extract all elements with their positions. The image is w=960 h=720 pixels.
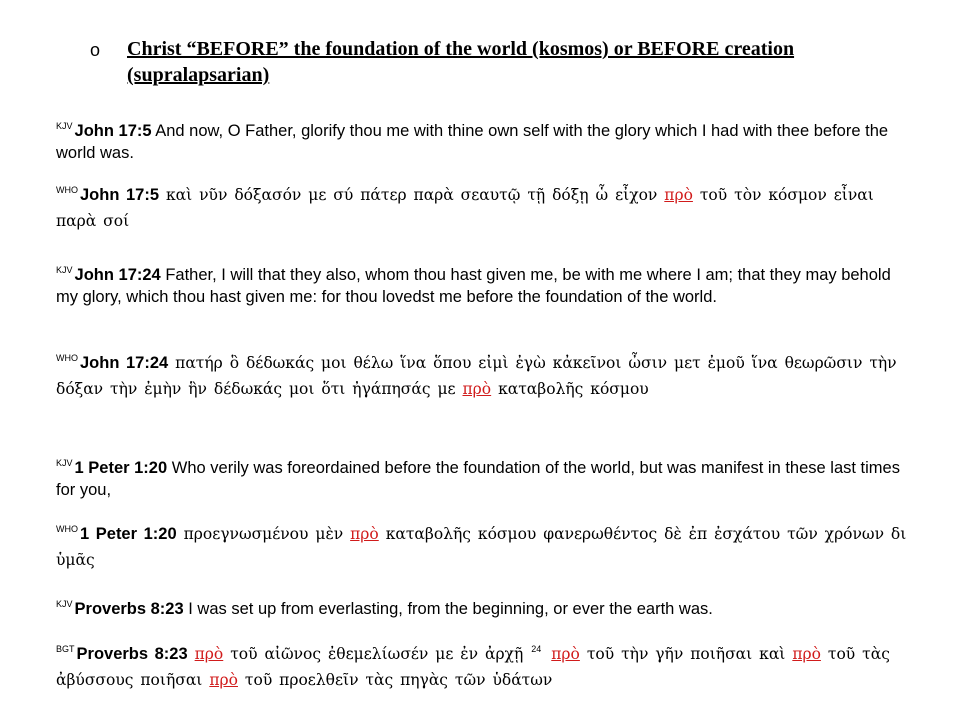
verse-who-john-17-5 <box>56 177 916 234</box>
greek-text: πατήρ ὃ δέδωκάς μοι θέλω ἵνα ὅπου εἰμὶ ἐγὼ κἀκεῖνοι ὦσιν μετ ἐμοῦ ἵνα θεωρῶσιν τὴν δόξαν τὴν ἐμὴν ἣν δέδωκάς μοι ὅτι ἠγάπησάς με <box>56 354 897 398</box>
verse-who-1-peter-1-20 <box>56 516 916 573</box>
greek-text: τοῦ προελθεῖν τὰς πηγὰς τῶν ὑδάτων <box>244 671 553 689</box>
highlighted-word: πρὸ <box>209 671 238 689</box>
greek-text: προεγνωσμένου μὲν <box>183 525 344 543</box>
verse-number: 24 <box>531 644 542 654</box>
verse-text: I was set up from everlasting, from the beginning, or ever the earth was. <box>188 600 713 618</box>
greek-text: καὶ νῦν δόξασόν με σύ πάτερ παρὰ σεαυτῷ τῇ δόξῃ ὧ εἶχον <box>165 186 658 204</box>
heading-title: Christ “BEFORE” the foundation of the world (kosmos) or BEFORE creation (supralapsarian) <box>127 38 795 86</box>
verse-kjv-proverbs-8-23 <box>56 593 916 620</box>
verse-reference: John 17:24 <box>74 266 161 284</box>
verse-text: And now, O Father, glorify thou me with thine own self with the glory which I had with thee before the world was. <box>56 122 889 162</box>
verse-kjv-john-17-24 <box>56 259 916 308</box>
highlighted-word: πρὸ <box>792 645 821 663</box>
verse-reference: Proverbs 8:23 <box>76 645 188 663</box>
version-tag: WHO <box>56 524 78 534</box>
greek-text: τοῦ τὰς ἀβύσσους ποιῆσαι <box>56 645 890 689</box>
greek-text: τοῦ τὸν κόσμον εἶναι παρὰ σοί <box>56 186 874 230</box>
verse-reference: John 17:5 <box>80 186 160 204</box>
version-tag: KJV <box>56 121 73 131</box>
version-tag: KJV <box>56 458 73 468</box>
verse-reference: John 17:5 <box>74 122 152 140</box>
version-tag: BGT <box>56 644 75 654</box>
greek-text: τοῦ τὴν γῆν ποιῆσαι καὶ <box>586 645 786 663</box>
highlighted-word: πρὸ <box>664 186 693 204</box>
verse-bgt-proverbs-8-23 <box>56 636 916 693</box>
greek-text: τοῦ αἰῶνος ἐθεμελίωσέν με ἐν ἀρχῇ <box>230 645 524 663</box>
verse-reference: 1 Peter 1:20 <box>74 459 168 477</box>
highlighted-word: πρὸ <box>194 645 224 663</box>
greek-text: καταβολῆς κόσμου φανερωθέντος δὲ ἐπ ἐσχάτου τῶν χρόνων δι ὑμᾶς <box>56 525 907 569</box>
version-tag: KJV <box>56 599 73 609</box>
verse-text: Who verily was foreordained before the foundation of the world, but was manifest in these last times for you, <box>56 459 900 499</box>
highlighted-word: πρὸ <box>551 645 580 663</box>
version-tag: WHO <box>56 353 78 363</box>
verse-kjv-john-17-5 <box>56 115 916 164</box>
version-tag: WHO <box>56 185 78 195</box>
highlighted-word: πρὸ <box>350 525 379 543</box>
verse-reference: Proverbs 8:23 <box>74 600 184 618</box>
verse-kjv-1-peter-1-20 <box>56 452 916 501</box>
verse-who-john-17-24 <box>56 345 916 402</box>
section-heading <box>90 36 870 88</box>
version-tag: KJV <box>56 265 73 275</box>
greek-text: καταβολῆς κόσμου <box>498 380 649 398</box>
highlighted-word: πρὸ <box>462 380 492 398</box>
bullet-marker: o <box>90 40 101 60</box>
verse-reference: 1 Peter 1:20 <box>80 525 177 543</box>
verse-reference: John 17:24 <box>80 354 169 372</box>
verse-text: Father, I will that they also, whom thou hast given me, be with me where I am; that they may behold my glory, which thou hast given me: for thou lovedst me before the foundation of the world. <box>56 266 891 306</box>
